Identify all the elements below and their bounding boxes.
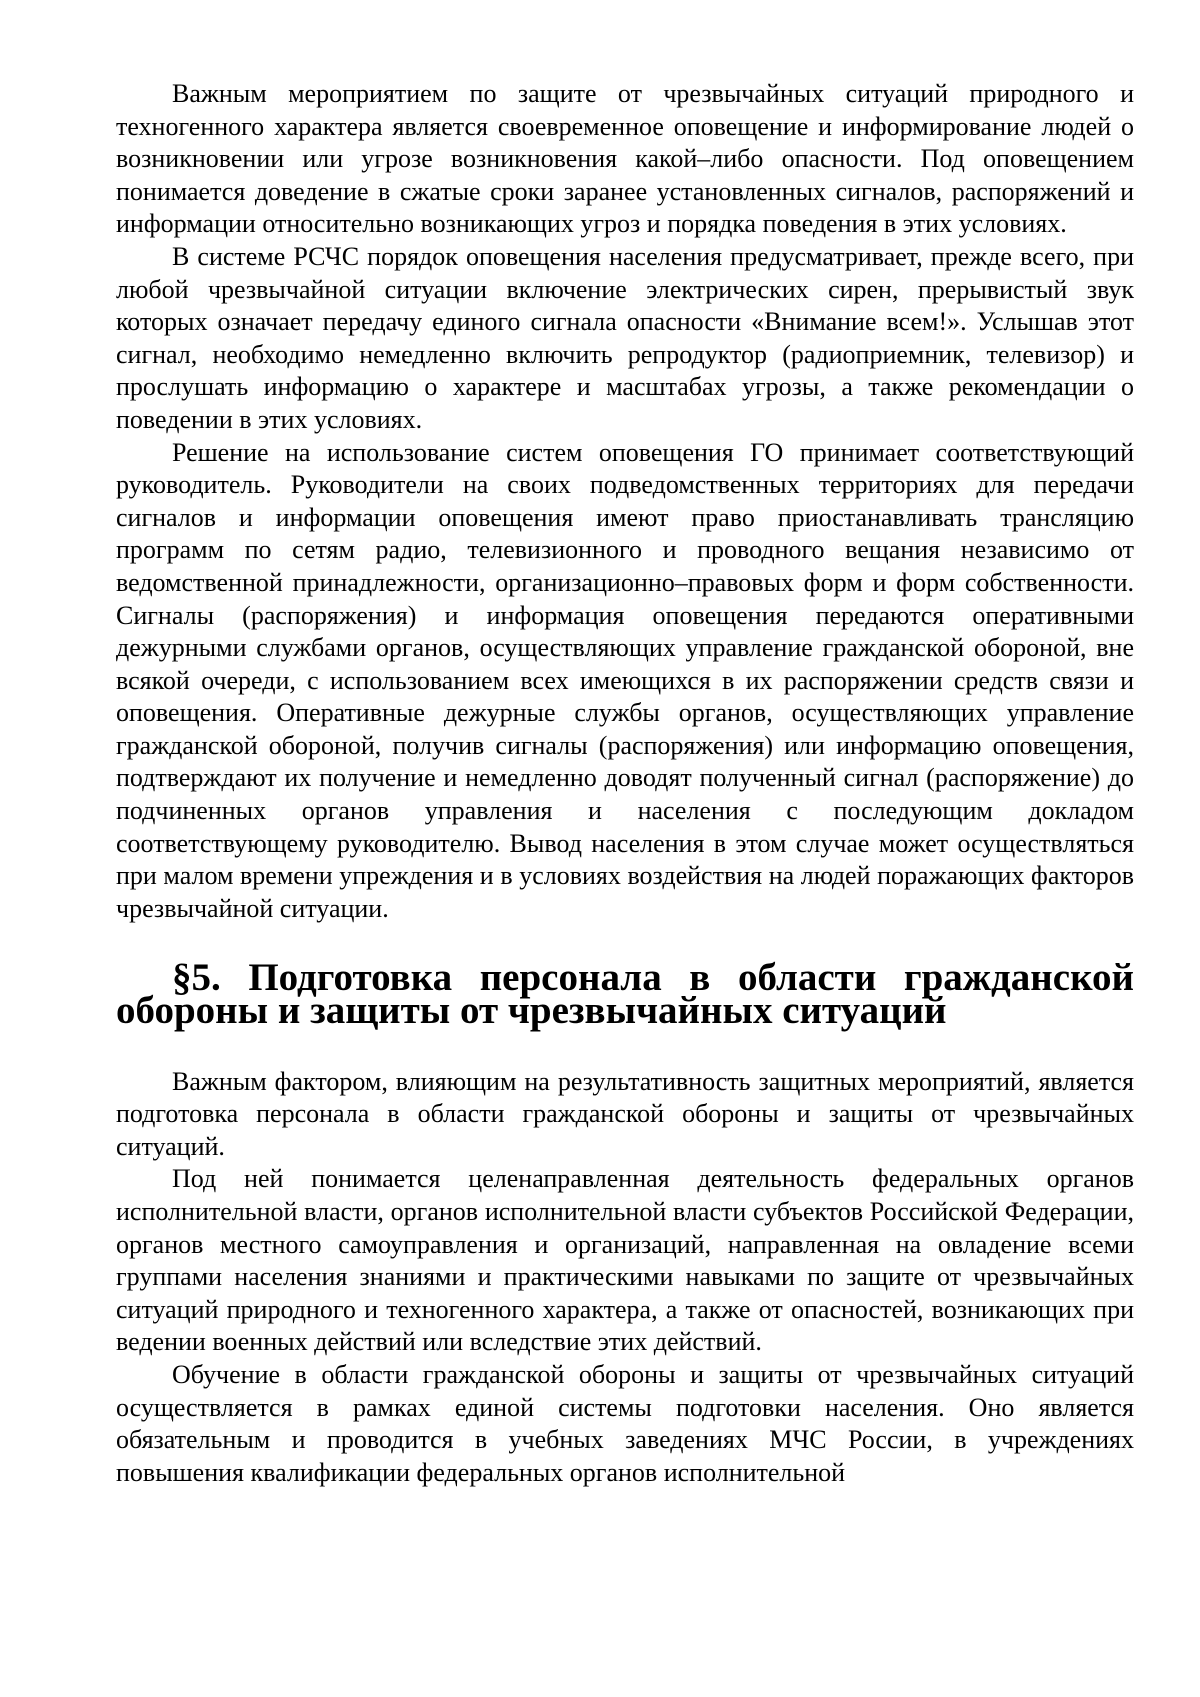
paragraph-notification-importance: Важным мероприятием по защите от чрезвычайных ситуаций природного и техногенного характера является своевременное оповещение и информирование людей о возникновении или угрозе возникновения какой–либо опасности. Под оповещением понимается доведение в сжатые сроки заранее установленных сигналов, распоряжений и информации относительно возникающих угроз и порядка поведения в этих условиях. — [116, 79, 1134, 239]
paragraph-training-definition: Под ней понимается целенаправленная деятельность федеральных органов исполнительной власти, органов исполнительной власти субъектов Российской Федерации, органов местного самоуправления и организаций, направленная на овладение всеми группами населения знаниями и практическими навыками по защите от чрезвычайных ситуаций природного и техногенного характера, а также от опасностей, возникающих при ведении военных действий или вследствие этих действий. — [116, 1164, 1134, 1357]
section-heading: §5. Подготовка персонала в области гражданской обороны и защиты от чрезвычайных ситуаций — [116, 956, 1134, 1033]
paragraph-notification-decision: Решение на использование систем оповещения ГО принимает соответствующий руководитель. Руководители на своих подведомственных территориях для передачи сигналов и информации оповещения имеют право приостанавливать трансляцию программ по сетям радио, телевизионного и проводного вещания независимо от ведомственной принадлежности, организационно–правовых форм и форм собственности. Сигналы (распоряжения) и информация оповещения передаются оперативными дежурными службами органов, осуществляющих управление гражданской обороной, вне всякой очереди, с использованием всех имеющихся в их распоряжении средств связи и оповещения. Оперативные дежурные службы органов, осуществляющих управление гражданской обороной, получив сигналы (распоряжения) или информацию оповещения, подтверждают их получение и немедленно доводят полученный сигнал (распоряжение) до подчиненных органов управления и населения с последующим докладом соответствующему руководителю. Вывод населения в этом случае может осуществляться при малом времени упреждения и в условиях воздействия на людей поражающих факторов чрезвычайной ситуации. — [116, 437, 1134, 923]
paragraph-training-factor: Важным фактором, влияющим на результативность защитных мероприятий, является подготовка персонала в области гражданской обороны и защиты от чрезвычайных ситуаций. — [116, 1066, 1134, 1161]
paragraph-rschs-notification-order: В системе РСЧС порядок оповещения населения предусматривает, прежде всего, при любой чрезвычайной ситуации включение электрических сирен, прерывистый звук которых означает передачу единого сигнала опасности «Внимание всем!». Услышав этот сигнал, необходимо немедленно включить репродуктор (радиоприемник, телевизор) и прослушать информацию о характере и масштабах угрозы, а также рекомендации о поведении в этих условиях. — [116, 241, 1134, 434]
document-page — [116, 78, 1134, 1489]
paragraph-training-system: Обучение в области гражданской обороны и защиты от чрезвычайных ситуаций осуществляется в рамках единой системы подготовки населения. Оно является обязательным и проводится в учебных заведениях МЧС России, в учреждениях повышения квалификации федеральных органов исполнительной — [116, 1359, 1134, 1487]
